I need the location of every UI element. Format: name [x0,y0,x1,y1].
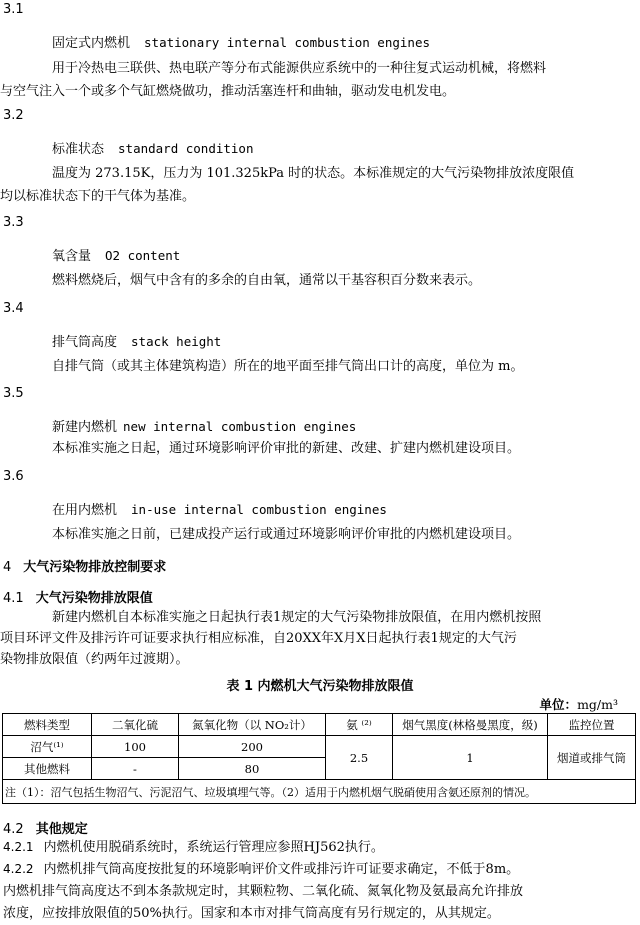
nox-cell: 200 [179,736,326,758]
section-number: 3.6 [3,469,24,484]
term-en: stack height [131,334,222,349]
fuel-cell: 沼气⁽¹⁾ [3,736,92,758]
nox-cell: 80 [179,758,326,780]
table-row [3,736,636,758]
term-zh: 在用内燃机 [52,503,118,518]
so2-cell: - [92,758,179,780]
header-cell: 烟气黑度(林格曼黑度，级) [393,714,548,736]
header-cell: 氨 ⁽²⁾ [326,714,393,736]
section-number: 3.1 [3,2,24,17]
section-heading: 4.2 其他规定 [3,822,88,837]
term-en: O2 content [105,248,181,263]
section-number: 3.4 [3,301,24,316]
clause-4-2-1: 4.2.1 内燃机使用脱硝系统时，系统运行管理应参照HJ562执行。 [3,840,384,855]
section-heading: 4.1 大气污染物排放限值 [3,591,153,606]
chapter-heading: 4 大气污染物排放控制要求 [3,560,167,575]
term-zh: 排气筒高度 [52,335,118,350]
table-note: 注（1）：沼气包括生物沼气、污泥沼气、垃圾填埋气等。（2）适用于内燃机烟气脱硝使用含氨还原剂的情况。 [3,780,636,804]
term-zh: 氧含量 [52,249,92,264]
term-zh: 固定式内燃机 [52,36,131,51]
term-heading [52,32,430,51]
term-definition: 自排气筒（或其主体建筑构造）所在的地平面至排气筒出口计的高度，单位为 m。 [52,359,524,374]
term-en: standard condition [118,141,254,156]
term-definition: 燃料燃烧后，烟气中含有的多余的自由氧，通常以干基容积百分数来表示。 [52,273,482,288]
term-heading [52,331,221,350]
term-heading [52,416,356,435]
header-cell: 监控位置 [548,714,636,736]
fuel-cell: 其他燃料 [3,758,92,780]
term-en: stationary internal combustion engines [144,35,430,50]
header-cell: 氮氧化物（以 NO₂计） [179,714,326,736]
nh3-cell: 2.5 [326,736,393,780]
term-heading [52,499,387,518]
smoke-cell: 1 [393,736,548,780]
term-definition: 温度为 273.15K，压力为 101.325kPa 时的状态。本标准规定的大气污染物排放浓度限值 均以标准状态下的干气体为基准。 [0,166,575,204]
header-cell: 燃料类型 [3,714,92,736]
table-title: 表 1 内燃机大气污染物排放限值 [226,679,414,694]
clause-4-2-2: 4.2.2 内燃机排气筒高度按批复的环境影响评价文件或排污许可证要求确定，不低于8m。 内燃机排气筒高度达不到本条款规定时，其颗粒物、二氧化硫、氮氧化物及氨最高允许排放 浓度，应按排放限值的50%执行。国家和本市对排气筒高度有另行规定的，从其规定。 [3,862,524,921]
table-note-row [3,780,636,804]
so2-cell: 100 [92,736,179,758]
section-number: 3.5 [3,386,24,401]
section-number: 3.2 [3,108,24,123]
term-en: in-use internal combustion engines [131,502,387,517]
table-header-row [3,714,636,736]
term-zh: 标准状态 [52,142,105,157]
monitor-cell: 烟道或排气筒 [548,736,636,780]
term-definition: 本标准实施之日前，已建成投产运行或通过环境影响评价审批的内燃机建设项目。 [52,527,521,542]
term-definition: 用于冷热电三联供、热电联产等分布式能源供应系统中的一种往复式运动机械，将燃料 与空气注入一个或多个气缸燃烧做功，推动活塞连杆和曲轴，驱动发电机发电。 [0,61,547,99]
term-en: new internal combustion engines [123,419,357,434]
header-cell: 二氧化硫 [92,714,179,736]
term-zh: 新建内燃机 [52,420,118,435]
term-heading [52,245,180,264]
emission-limits-table [2,713,636,804]
table-unit: 单位：mg/m³ [539,697,618,712]
section-paragraph: 新建内燃机自本标准实施之日起执行表1规定的大气污染物排放限值，在用内燃机按照 项目环评文件及排污许可证要求执行相应标准，自20XX年X月X日起执行表1规定的大气污 染物排放限值（约两年过渡期）。 [0,610,542,667]
term-heading [52,138,253,157]
section-number: 3.3 [3,215,24,230]
term-definition: 本标准实施之日起，通过环境影响评价审批的新建、改建、扩建内燃机建设项目。 [52,441,521,456]
